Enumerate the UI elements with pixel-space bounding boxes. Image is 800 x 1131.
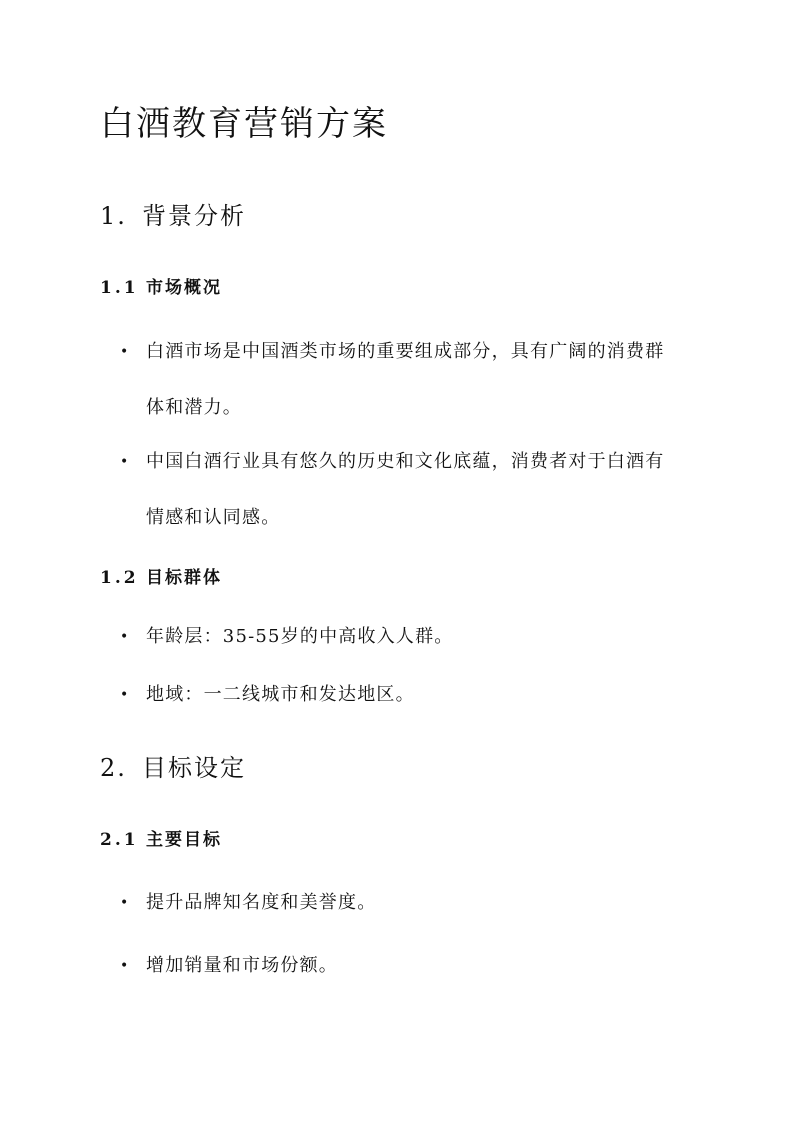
list-item-text: 中国白酒行业具有悠久的历史和文化底蕴，消费者对于白酒有情感和认同感。 [146, 451, 665, 528]
bullet-icon: • [120, 344, 130, 360]
section-heading-1 [100, 196, 246, 231]
bullet-icon: • [120, 687, 130, 703]
subsection-number: 1.1 [100, 278, 139, 298]
list-item-text: 年龄层：35-55岁的中高收入人群。 [146, 626, 454, 647]
subsection-title: 主要目标 [146, 830, 222, 850]
list-item [120, 434, 680, 546]
list-item-text: 地域：一二线城市和发达地区。 [146, 684, 415, 705]
list-item-text: 提升品牌知名度和美誉度。 [146, 892, 377, 913]
list-item [120, 875, 680, 931]
list-item [120, 324, 680, 436]
list-item [120, 667, 680, 723]
bullet-icon: • [120, 895, 130, 911]
subsection-heading-2-1 [100, 825, 222, 850]
list-item [120, 609, 680, 665]
list-item-text: 增加销量和市场份额。 [146, 955, 338, 976]
section-number: 2. [100, 754, 127, 782]
section-title: 目标设定 [142, 754, 246, 782]
bullet-icon: • [120, 454, 130, 470]
subsection-number: 2.1 [100, 830, 139, 850]
subsection-heading-1-2 [100, 563, 222, 588]
bullet-icon: • [120, 958, 130, 974]
subsection-number: 1.2 [100, 568, 139, 588]
section-title: 背景分析 [142, 202, 246, 230]
document-title: 白酒教育营销方案 [100, 104, 388, 144]
bullet-icon: • [120, 629, 130, 645]
subsection-title: 市场概况 [146, 278, 222, 298]
subsection-title: 目标群体 [146, 568, 222, 588]
section-heading-2 [100, 748, 246, 783]
section-number: 1. [100, 202, 127, 230]
subsection-heading-1-1 [100, 273, 222, 298]
list-item [120, 938, 680, 994]
list-item-text: 白酒市场是中国酒类市场的重要组成部分，具有广阔的消费群体和潜力。 [146, 341, 665, 418]
